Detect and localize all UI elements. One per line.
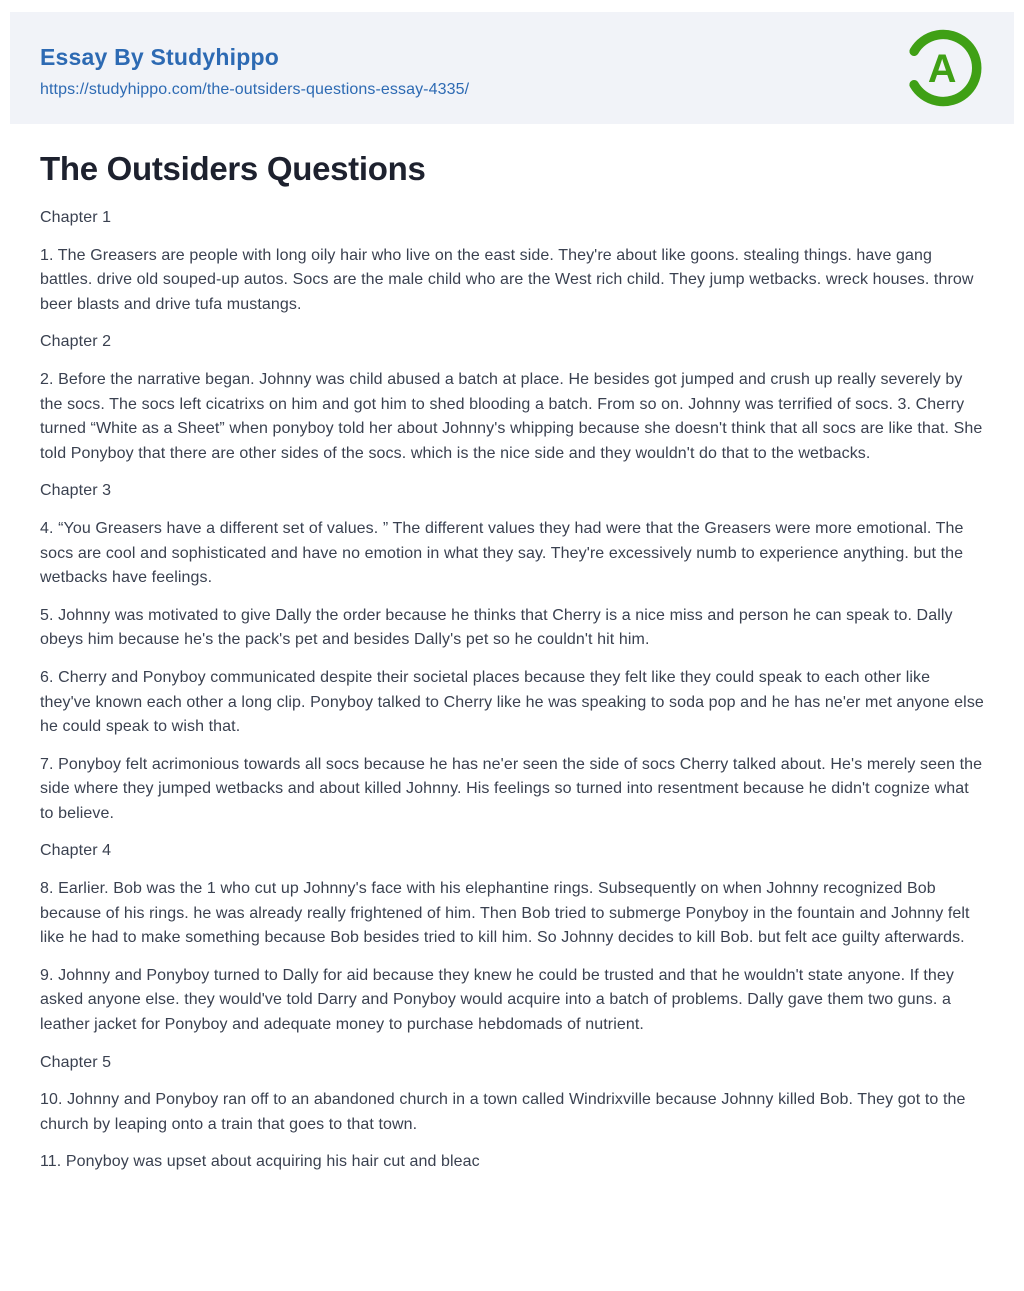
essay-paragraph: 8. Earlier. Bob was the 1 who cut up Johnny's face with his elephantine rings. Subsequently on when Johnny recognized Bob because of his rings. he was already really frightened of him. Then Bob tried to submerge Ponyboy in the fountain and Johnny felt like he had to make something because Bob besides tried to kill him. So Johnny decides to kill Bob. but felt ace guilty afterwards. <box>40 880 970 947</box>
chapter-heading: Chapter 1 <box>40 209 112 226</box>
essay-paragraph: 5. Johnny was motivated to give Dally the order because he thinks that Cherry is a nice miss and person he can speak to. Dally obeys him because he's the pack's pet and besides Dally's pet so he couldn't hit him. <box>40 606 953 649</box>
essay-paragraph: 2. Before the narrative began. Johnny was child abused a batch at place. He besides got jumped and crush up really severely by the socs. The socs left cicatrixs on him and got him to shed blooding a batch. From so on. Johnny was terrified of socs. 3. Cherry turned “White as a Sheet” when ponyboy told her about Johnny's whipping because she doesn't think that all socs are like that. She told Ponyboy that there are other sides of the socs. which is the nice side and they wouldn't do that to the wetbacks. <box>40 370 983 462</box>
essay-paragraph: 7. Ponyboy felt acrimonious towards all socs because he has ne'er seen the side of socs Cherry talked about. He's merely seen the side where they jumped wetbacks and about killed Johnny. His feelings so turned into resentment because he didn't cognize what to believe. <box>40 755 983 822</box>
source-url-link[interactable]: https://studyhippo.com/the-outsiders-questions-essay-4335/ <box>40 80 470 98</box>
essay-paragraph: 9. Johnny and Ponyboy turned to Dally for aid because they knew he could be trusted and that he wouldn't state anyone. If they asked anyone else. they would've told Darry and Ponyboy would acquire into a batch of problems. Dally gave them two guns. a leather jacket for Ponyboy and adequate money to purchase hebdomads of nutrient. <box>40 966 955 1034</box>
essay-paragraph: 1. The Greasers are people with long oily hair who live on the east side. They're about like goons. stealing things. have gang battles. drive old souped-up autos. Socs are the male child who are the West rich child. They jump wetbacks. wreck houses. throw beer blasts and drive tufa mustangs. <box>40 246 974 313</box>
essay-paragraph: 6. Cherry and Ponyboy communicated despite their societal places because they felt like they could speak to each other like they've known each other a long clip. Ponyboy talked to Cherry like he was speaking to soda pop and he has ne'er met anyone else he could speak to wish that. <box>40 668 984 736</box>
essay-paragraph: 11. Ponyboy was upset about acquiring his hair cut and bleac <box>40 1153 480 1171</box>
essay-paragraph: 4. “You Greasers have a different set of values. ” The different values they had were that the Greasers were more emotional. The socs are cool and sophisticated and have no emotion in what they say. They're excessively numb to experience anything. but the wetbacks have feelings. <box>40 519 964 587</box>
essay-content <box>0 124 1024 1175</box>
chapter-heading: Chapter 3 <box>40 482 112 500</box>
studyhippo-logo <box>900 25 986 111</box>
logo-letter: A <box>927 46 957 91</box>
page-header <box>10 12 1014 124</box>
chapter-heading: Chapter 4 <box>40 842 112 860</box>
page-title: The Outsiders Questions <box>40 150 426 187</box>
header-text-group <box>40 38 469 99</box>
studyhippo-logo-icon <box>900 25 986 111</box>
essay-paragraph: 10. Johnny and Ponyboy ran off to an abandoned church in a town called Windrixville because Johnny killed Bob. They got to the church by leaping onto a train that goes to that town. <box>40 1091 966 1133</box>
source-title: Essay By Studyhippo <box>40 43 279 70</box>
chapter-heading: Chapter 2 <box>40 333 112 351</box>
chapter-heading: Chapter 5 <box>40 1053 112 1071</box>
